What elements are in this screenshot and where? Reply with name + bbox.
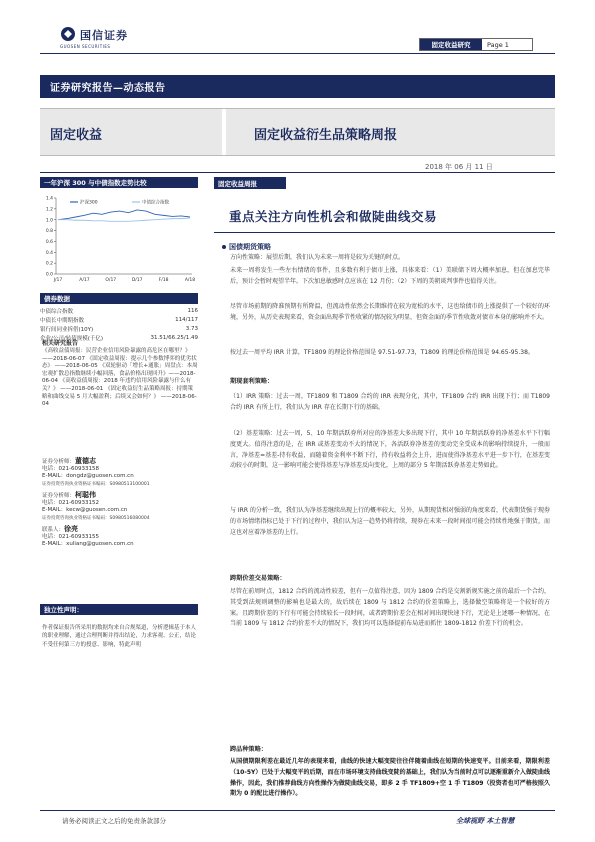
- paragraph-liquidity: 尽管市场前期的降准预期有所降温，但流动性依然会长期维持在较为宽松的水平，这也给债市的上涨提供了一个较好的环境，另外，从历史表现来看，资金面出现季节性收紧的情况较为明显，但资金面的季节性收敛对债市本身的影响并不大。: [230, 303, 550, 321]
- y-tick-label: 0.0: [45, 272, 53, 278]
- analyst-email: E-MAIL：xuliang@guosen.com.cn: [42, 541, 134, 548]
- analyst-2: [42, 492, 198, 522]
- paragraph-irr: （1）IRR 策略：过去一周，TF1809 和 T1809 合约的 IRR 表现分化，其中，TF1809 合约 IRR 出现下行；而 T1809 合约 IRR 有所上行，我们认为 IRR 存在长期下行的基础。: [230, 393, 550, 411]
- bond-data-row: [40, 306, 198, 315]
- title-band: [40, 108, 555, 156]
- analyst-phone: 电话：021-60933158: [42, 466, 99, 473]
- related-reports: 《高收益债周报：民营企业信用风险暴露的高危区在哪里？》 ——2018-06-07 《固定收益周报：提示几个参数博弈的优劣状态》 ——2018-06-05 《双轮驱动「增长+通胀」周盘点：本周宏观扩散总指数继续小幅回落，食品价格出现回升》——2018-06-04 《高收益债周报：2018 年违约信用风险暴露与什么有关？》 ——2018-06-01 《固定收益衍生品策略周报：持期策略和曲线交易 5 月大幅盈利；后续又会如何？》 ——2018-06-04: [42, 348, 198, 408]
- y-tick-label: 0.8: [45, 229, 53, 235]
- header-section: 固定收益研究: [420, 39, 482, 50]
- y-tick-label: 0.2: [45, 261, 53, 267]
- analyst-role: 联系人：: [42, 527, 65, 533]
- page-number: Page 1: [487, 40, 509, 49]
- bond-data-row: [40, 315, 198, 324]
- footer-slogan: 全球视野 本土智慧: [456, 817, 515, 825]
- bond-data-table: [40, 306, 198, 342]
- analyst-phone: 电话：021-60933152: [42, 500, 99, 507]
- analyst-1: [42, 458, 198, 488]
- analyst-name: 董德志: [75, 457, 97, 465]
- series-line-1: [58, 218, 190, 221]
- x-tick-label: F/18: [158, 278, 169, 283]
- bond-data-label: 中债综合指数: [40, 308, 74, 315]
- paragraph-curve-steepening: 从国债期限利差在最近几年的表现来看，曲线的快速大幅变陡往往伴随着曲线在短期的快速变平。目前来看，期限利差（10-5Y）已处于大幅变平的后期，而在市场环境支持曲线变陡的基础上，我们认为当前时点可以逐渐重新介入做陡曲线操作，因此，我们推荐曲线方向性操作为做陡曲线交易，即多 2 手 TF1809+空 1 手 T1809（投资者也可严格按照久期为 0 的配比进行操作）。: [230, 758, 550, 798]
- x-tick-label: A/18: [184, 278, 196, 283]
- analyst-email: E-MAIL：dongdz@guosen.com.cn: [42, 473, 134, 480]
- analyst-phone: 电话：021-60933155: [42, 534, 99, 541]
- section-heading: 国债期货策略: [222, 242, 271, 252]
- bond-data-row: [40, 324, 198, 333]
- declaration-heading: 独立性声明：: [40, 604, 198, 615]
- bond-data-label: 企业/公司/转债规模(千亿): [40, 335, 103, 342]
- category-tag: 固定收益周报: [214, 177, 286, 189]
- x-tick-label: O/17: [105, 278, 117, 283]
- y-tick-label: 1.4: [45, 196, 53, 202]
- headline-rule: [214, 232, 555, 233]
- header-box: [419, 38, 533, 51]
- x-tick-label: J/17: [53, 278, 63, 283]
- subhead-cross-product: 跨品种策略：: [230, 746, 268, 753]
- footer-rule: [40, 810, 555, 811]
- bond-data-value: 114/117: [175, 316, 198, 323]
- analyst-name: 柯聪伟: [75, 491, 97, 499]
- y-tick-label: 1.0: [45, 218, 53, 224]
- declaration-text: 作者保证报告所采用的数据均来自合规渠道，分析逻辑基于本人的职业理解，通过合理判断并得出结论，力求客观、公正，结论不受任何第三方的授意、影响，特此声明: [42, 625, 197, 648]
- analyst-role: 证券分析师：: [42, 493, 76, 499]
- date-rule: [40, 172, 555, 173]
- footer-disclaimer: 请务必阅读正文之后的免责条款部分: [62, 817, 166, 825]
- analyst-role: 证券分析师：: [42, 459, 76, 465]
- analyst-3: [42, 526, 198, 549]
- analyst-cert: 证券投资咨询执业资格证书编码：S0980516080004: [42, 515, 150, 521]
- analyst-cert: 证券投资咨询执业资格证书编码：S0980513100001: [42, 481, 150, 487]
- y-tick-label: 0.4: [45, 250, 53, 256]
- logo-text: 国信证券: [80, 29, 128, 42]
- paragraph-calendar-spread: 尽管在前周时点，1812 合约的流动性较差，但有一点值得注意，因为 1809 合约是交割新规实施之前的最后一个合约，其受到法规则调整的影响也是最大的，故后续在 1809 与 1812 合约的价差策略上，选择做空策略将是一个较好的方案。且跨期价差的下行有可能会持续较长一段时间，或者跨期价差会在相对间出现快速下行，无论是上述哪一种情况，在当前 1809 与 1812 合约价差不大的情况下，我们均可以选择提前布局进而抓住 1809-1812 价差下行的机会。: [230, 588, 550, 628]
- bond-data-value: 31.51/66.25/1.49: [150, 334, 198, 341]
- legend-label: 沪深300: [80, 200, 98, 206]
- subhead-calendar-spread: 跨期价差交易策略：: [230, 575, 286, 582]
- related-heading: 相关研究报告: [42, 340, 79, 347]
- x-tick-label: A/17: [79, 278, 90, 283]
- bullet-icon: [222, 245, 226, 249]
- report-date: 2018 年 06 月 11 日: [425, 163, 493, 171]
- legend-label: 中债综合指数: [142, 200, 169, 206]
- paragraph-direction: 方向性策略：展望后期，我们认为未来一周将是较为关键的时点。: [230, 254, 405, 261]
- report-title: 固定收益衍生品策略周报: [254, 128, 398, 143]
- chart-heading: 一年沪深 300 与中债指数走势比较: [40, 177, 198, 188]
- report-type-banner: 证券研究报告—动态报告: [40, 75, 555, 98]
- paragraph-price-range: 按过去一周平均 IRR 计算，TF1809 的理论价格范围是 97.51-97.73，T1809 的理论价格范围是 94.65-95.38。: [230, 349, 534, 356]
- bond-data-value: 3.73: [185, 325, 198, 332]
- analyst-email: E-MAIL：kecw@guosen.com.cn: [42, 507, 128, 514]
- paragraph-events: 未来一周将发生一些左右情绪的事件，且多数有利于债市上涨，具体来看：（1）美联储下周大概率加息，但在加息完毕后，预计会暂时观望半年。下次加息敏感时点应该在 12 月份；（2）下周的美朝谈判事件也值得关注。: [230, 267, 550, 285]
- x-tick-label: D/17: [131, 278, 143, 283]
- category-label: 固定收益: [50, 128, 103, 143]
- header-rule: [40, 53, 555, 54]
- subhead-arbitrage: 期现套利策略：: [230, 378, 274, 385]
- paragraph-net-basis: 与 IRR 的分析一致，我们认为净基差继续出现上行的概率较大，另外，从期现货相对强弱的角度来看，代表期货强于现券的市场情绪指标已处于下行的过程中，我们认为这一趋势仍将持续，现券在未来一段时间很可能会持续性地强于期货，而这也对应着净基差的上行。: [230, 507, 550, 536]
- stock-heading: 债券数据: [40, 293, 198, 304]
- headline: 重点关注方向性机会和做陡曲线交易: [229, 209, 438, 224]
- guosen-logo-icon: [60, 26, 76, 42]
- series-line-0: [58, 210, 190, 220]
- bond-data-value: 116: [187, 307, 198, 314]
- y-tick-label: 1.2: [45, 207, 53, 213]
- title-separator: [222, 109, 226, 155]
- bond-data-label: 中债长中期期指数: [40, 317, 85, 324]
- paragraph-basis: （2）基差策略：过去一周，5、10 年期活跃券所对应的净基差大多出现下行，其中 10 年期活跃券的净基差水平下行幅度更大。值得注意的是，在 IRR 或基差变动不大的情况下，各活跃券净基差的变动完全受成本的影响持续提升，一般而言，净基差=基差-持有收益，而随着资金利率不断下行，持有收益将会上升，进而使得净基差水平进一步下行，在基差变动较小的时期，这一影响可能会使得基差与净基差反向变化，上周的部分 5 年期活跃券基差走势如此。: [230, 430, 550, 470]
- index-trend-chart: [40, 190, 198, 286]
- analyst-name: 徐亮: [64, 525, 79, 533]
- logo-text-en: GUOSEN SECURITIES: [60, 44, 111, 49]
- y-tick-label: 0.6: [45, 240, 53, 246]
- bond-data-label: 银行间同业拆借(10Y): [40, 326, 94, 333]
